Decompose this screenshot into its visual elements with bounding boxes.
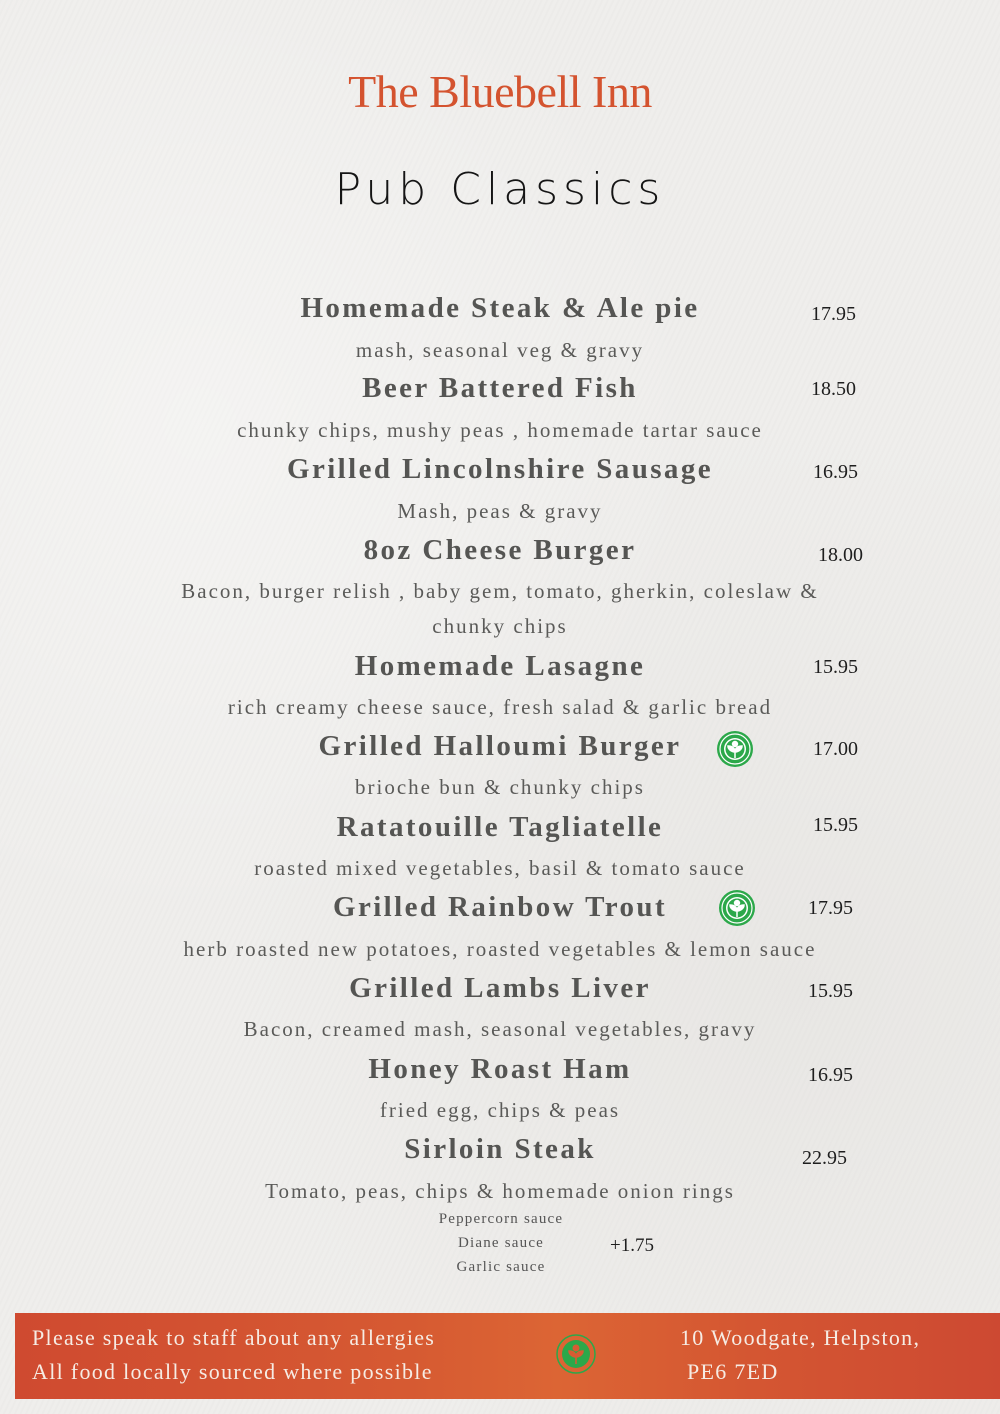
address-line2: PE6 7ED: [687, 1359, 779, 1384]
menu-item-price: 17.00: [813, 738, 858, 760]
menu-item-description: mash, seasonal veg & gravy: [355, 338, 645, 362]
sauce-option: Diane sauce: [457, 1235, 545, 1251]
footer-band: [15, 1313, 1000, 1399]
menu-item-price: 16.95: [808, 1064, 853, 1086]
menu-item-price: 18.50: [811, 378, 856, 400]
menu-item-description: Mash, peas & gravy: [397, 499, 603, 523]
menu-item-name: Beer Battered Fish: [362, 372, 638, 404]
menu-item-name: 8oz Cheese Burger: [363, 534, 637, 566]
menu-item-price: 17.95: [808, 897, 853, 919]
menu-item-name: Honey Roast Ham: [368, 1053, 632, 1085]
sauce-option: Garlic sauce: [456, 1259, 546, 1275]
sourcing-notice: All food locally sourced where possible: [32, 1359, 433, 1384]
menu-item-description: brioche bun & chunky chips: [355, 775, 645, 799]
menu-item-price: 17.95: [811, 303, 856, 325]
menu-item-name: Grilled Rainbow Trout: [333, 891, 667, 923]
menu-item-price: 15.95: [813, 656, 858, 678]
menu-item-price: 15.95: [813, 814, 858, 836]
brand-title: The Bluebell Inn: [348, 66, 652, 117]
menu-item-price: 16.95: [813, 461, 858, 483]
allergy-notice: Please speak to staff about any allergies: [32, 1325, 436, 1350]
vegetarian-badge-icon: [556, 1334, 596, 1374]
menu-item-description: chunky chips, mushy peas , homemade tartar sauce: [237, 418, 763, 442]
vegetarian-badge-icon: [716, 730, 754, 768]
sauce-option: Peppercorn sauce: [438, 1211, 564, 1227]
sauce-price: +1.75: [610, 1235, 654, 1256]
menu-item-description-line2: chunky chips: [432, 614, 568, 638]
menu-item-name: Grilled Halloumi Burger: [318, 730, 682, 762]
menu-item-name: Sirloin Steak: [404, 1133, 596, 1165]
menu-item-price: 22.95: [802, 1147, 847, 1169]
vegetarian-badge-icon: [718, 889, 756, 927]
menu-item-description: roasted mixed vegetables, basil & tomato sauce: [254, 856, 746, 880]
menu-item-name: Homemade Lasagne: [354, 650, 646, 682]
menu-item-description: Bacon, burger relish , baby gem, tomato, gherkin, coleslaw &: [181, 579, 819, 603]
address-line1: 10 Woodgate, Helpston,: [680, 1325, 921, 1350]
menu-item-price: 18.00: [818, 544, 863, 566]
menu-item-description: Bacon, creamed mash, seasonal vegetables, gravy: [243, 1017, 757, 1041]
menu-item-name: Homemade Steak & Ale pie: [300, 292, 700, 324]
menu-item-description: rich creamy cheese sauce, fresh salad & garlic bread: [227, 695, 773, 719]
menu-item-description: fried egg, chips & peas: [379, 1098, 621, 1122]
menu-item-description: herb roasted new potatoes, roasted vegetables & lemon sauce: [183, 937, 817, 961]
menu-item-name: Grilled Lincolnshire Sausage: [287, 453, 713, 485]
menu-item-name: Grilled Lambs Liver: [349, 972, 651, 1004]
menu-item-price: 15.95: [808, 980, 853, 1002]
menu-item-description: Tomato, peas, chips & homemade onion rings: [265, 1179, 735, 1203]
section-title: Pub Classics: [334, 164, 666, 215]
menu-item-name: Ratatouille Tagliatelle: [336, 811, 664, 843]
